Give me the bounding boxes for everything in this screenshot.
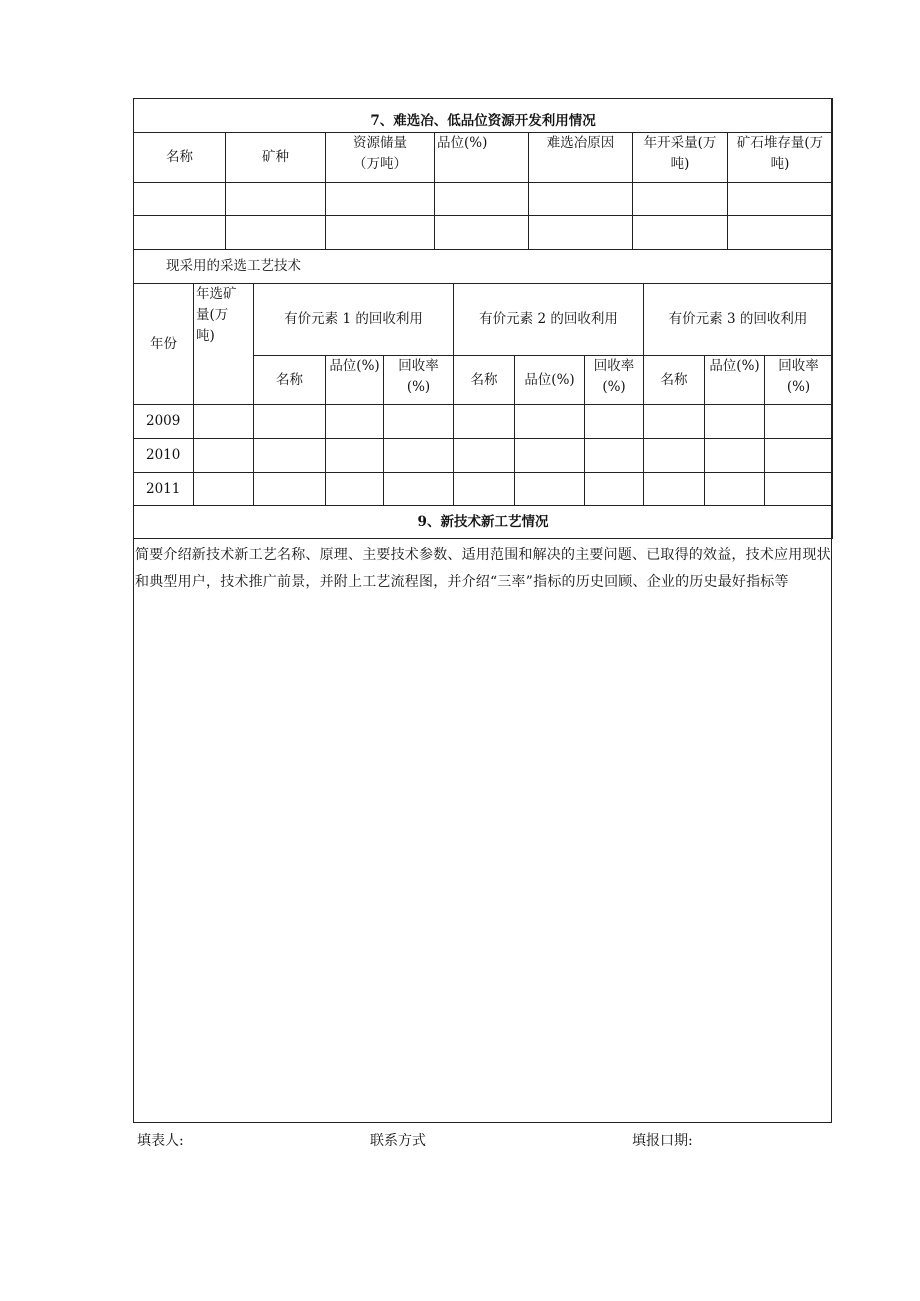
table-cell[interactable] <box>226 183 326 216</box>
table-cell[interactable] <box>435 216 529 250</box>
table-cell[interactable] <box>134 216 226 250</box>
table-cell[interactable] <box>326 473 384 506</box>
table-cell[interactable] <box>644 405 705 439</box>
table-row <box>134 439 833 473</box>
date-label: 填报口期: <box>632 1133 693 1149</box>
table-cell[interactable] <box>644 439 705 473</box>
sub-header-recovery: 回收率 (%) <box>384 356 454 405</box>
table-cell[interactable] <box>529 216 633 250</box>
sub-header-grade: 品位(%) <box>705 356 765 405</box>
table-cell[interactable] <box>765 439 833 473</box>
table-cell[interactable] <box>326 439 384 473</box>
year-cell: 2009 <box>134 405 194 439</box>
section8-table <box>133 283 833 539</box>
table-cell[interactable] <box>254 439 326 473</box>
sub-header-recovery: 回收率 (%) <box>585 356 644 405</box>
table-cell[interactable] <box>326 216 435 250</box>
sub-header-grade: 品位(%) <box>326 356 384 405</box>
element-group-3: 有价元素 3 的回收利用 <box>644 284 833 356</box>
table-row <box>134 473 833 506</box>
table-cell[interactable] <box>194 405 254 439</box>
table-cell[interactable] <box>585 473 644 506</box>
table-cell[interactable] <box>705 405 765 439</box>
section7-title: 7、难选冶、低品位资源开发利用情况 <box>134 99 833 133</box>
table-cell[interactable] <box>515 405 585 439</box>
table-cell[interactable] <box>705 439 765 473</box>
table-cell[interactable] <box>226 216 326 250</box>
header-difficulty-reason: 难选冶原因 <box>529 133 633 183</box>
sub-header-name: 名称 <box>644 356 705 405</box>
table-cell[interactable] <box>326 405 384 439</box>
table-cell[interactable] <box>728 216 833 250</box>
header-annual-mining: 年开采量(万 吨) <box>633 133 728 183</box>
header-annual-ore: 年选矿 量(万 吨) <box>194 284 254 405</box>
table-cell[interactable] <box>515 473 585 506</box>
header-mineral: 矿种 <box>226 133 326 183</box>
table-cell[interactable] <box>728 183 833 216</box>
table-cell[interactable] <box>705 473 765 506</box>
table-cell[interactable] <box>435 183 529 216</box>
sub-header-name: 名称 <box>254 356 326 405</box>
section9-description: 简要介绍新技术新工艺名称、原理、主要技术参数、适用范围和解决的主要问题、已取得的效益，技术应用现状和典型用户，技术推广前景，并附上工艺流程图，并介绍“三率”指标的历史回顾、企业的历史最好指标等 <box>135 547 831 590</box>
table-cell[interactable] <box>644 473 705 506</box>
section9-title: 9、新技术新工艺情况 <box>134 506 833 539</box>
header-name: 名称 <box>134 133 226 183</box>
header-grade: 品位(%) <box>435 133 529 183</box>
table-cell[interactable] <box>765 405 833 439</box>
table-cell[interactable] <box>194 473 254 506</box>
table-cell[interactable] <box>454 439 515 473</box>
table-row <box>134 216 833 250</box>
table-cell[interactable] <box>194 439 254 473</box>
table-cell[interactable] <box>134 183 226 216</box>
table-cell[interactable] <box>326 183 435 216</box>
table-cell[interactable] <box>384 439 454 473</box>
table-cell[interactable] <box>633 216 728 250</box>
year-cell: 2010 <box>134 439 194 473</box>
element-group-1: 有价元素 1 的回收利用 <box>254 284 454 356</box>
table-cell[interactable] <box>529 183 633 216</box>
table-cell[interactable] <box>254 405 326 439</box>
filler-label: 填表人: <box>137 1133 184 1149</box>
table-cell[interactable] <box>454 405 515 439</box>
table-cell[interactable] <box>384 405 454 439</box>
header-reserves: 资源储量 （万吨） <box>326 133 435 183</box>
sub-header-name: 名称 <box>454 356 515 405</box>
table-cell[interactable] <box>585 439 644 473</box>
table-cell[interactable] <box>633 183 728 216</box>
table-cell[interactable] <box>384 473 454 506</box>
table-cell[interactable] <box>515 439 585 473</box>
section7-table <box>133 98 833 284</box>
process-technology-label: 现采用的采选工艺技术 <box>134 250 833 284</box>
sub-header-grade: 品位(%) <box>515 356 585 405</box>
header-year: 年份 <box>134 284 194 405</box>
table-cell[interactable] <box>254 473 326 506</box>
table-cell[interactable] <box>765 473 833 506</box>
table-row <box>134 405 833 439</box>
header-ore-stockpile: 矿石堆存量(万 吨) <box>728 133 833 183</box>
table-cell[interactable] <box>454 473 515 506</box>
table-row <box>134 183 833 216</box>
table-cell[interactable] <box>585 405 644 439</box>
contact-label: 联系方式 <box>370 1133 426 1149</box>
year-cell: 2011 <box>134 473 194 506</box>
form-frame <box>133 98 832 1123</box>
element-group-2: 有价元素 2 的回收利用 <box>454 284 644 356</box>
sub-header-recovery: 回收率 (%) <box>765 356 833 405</box>
